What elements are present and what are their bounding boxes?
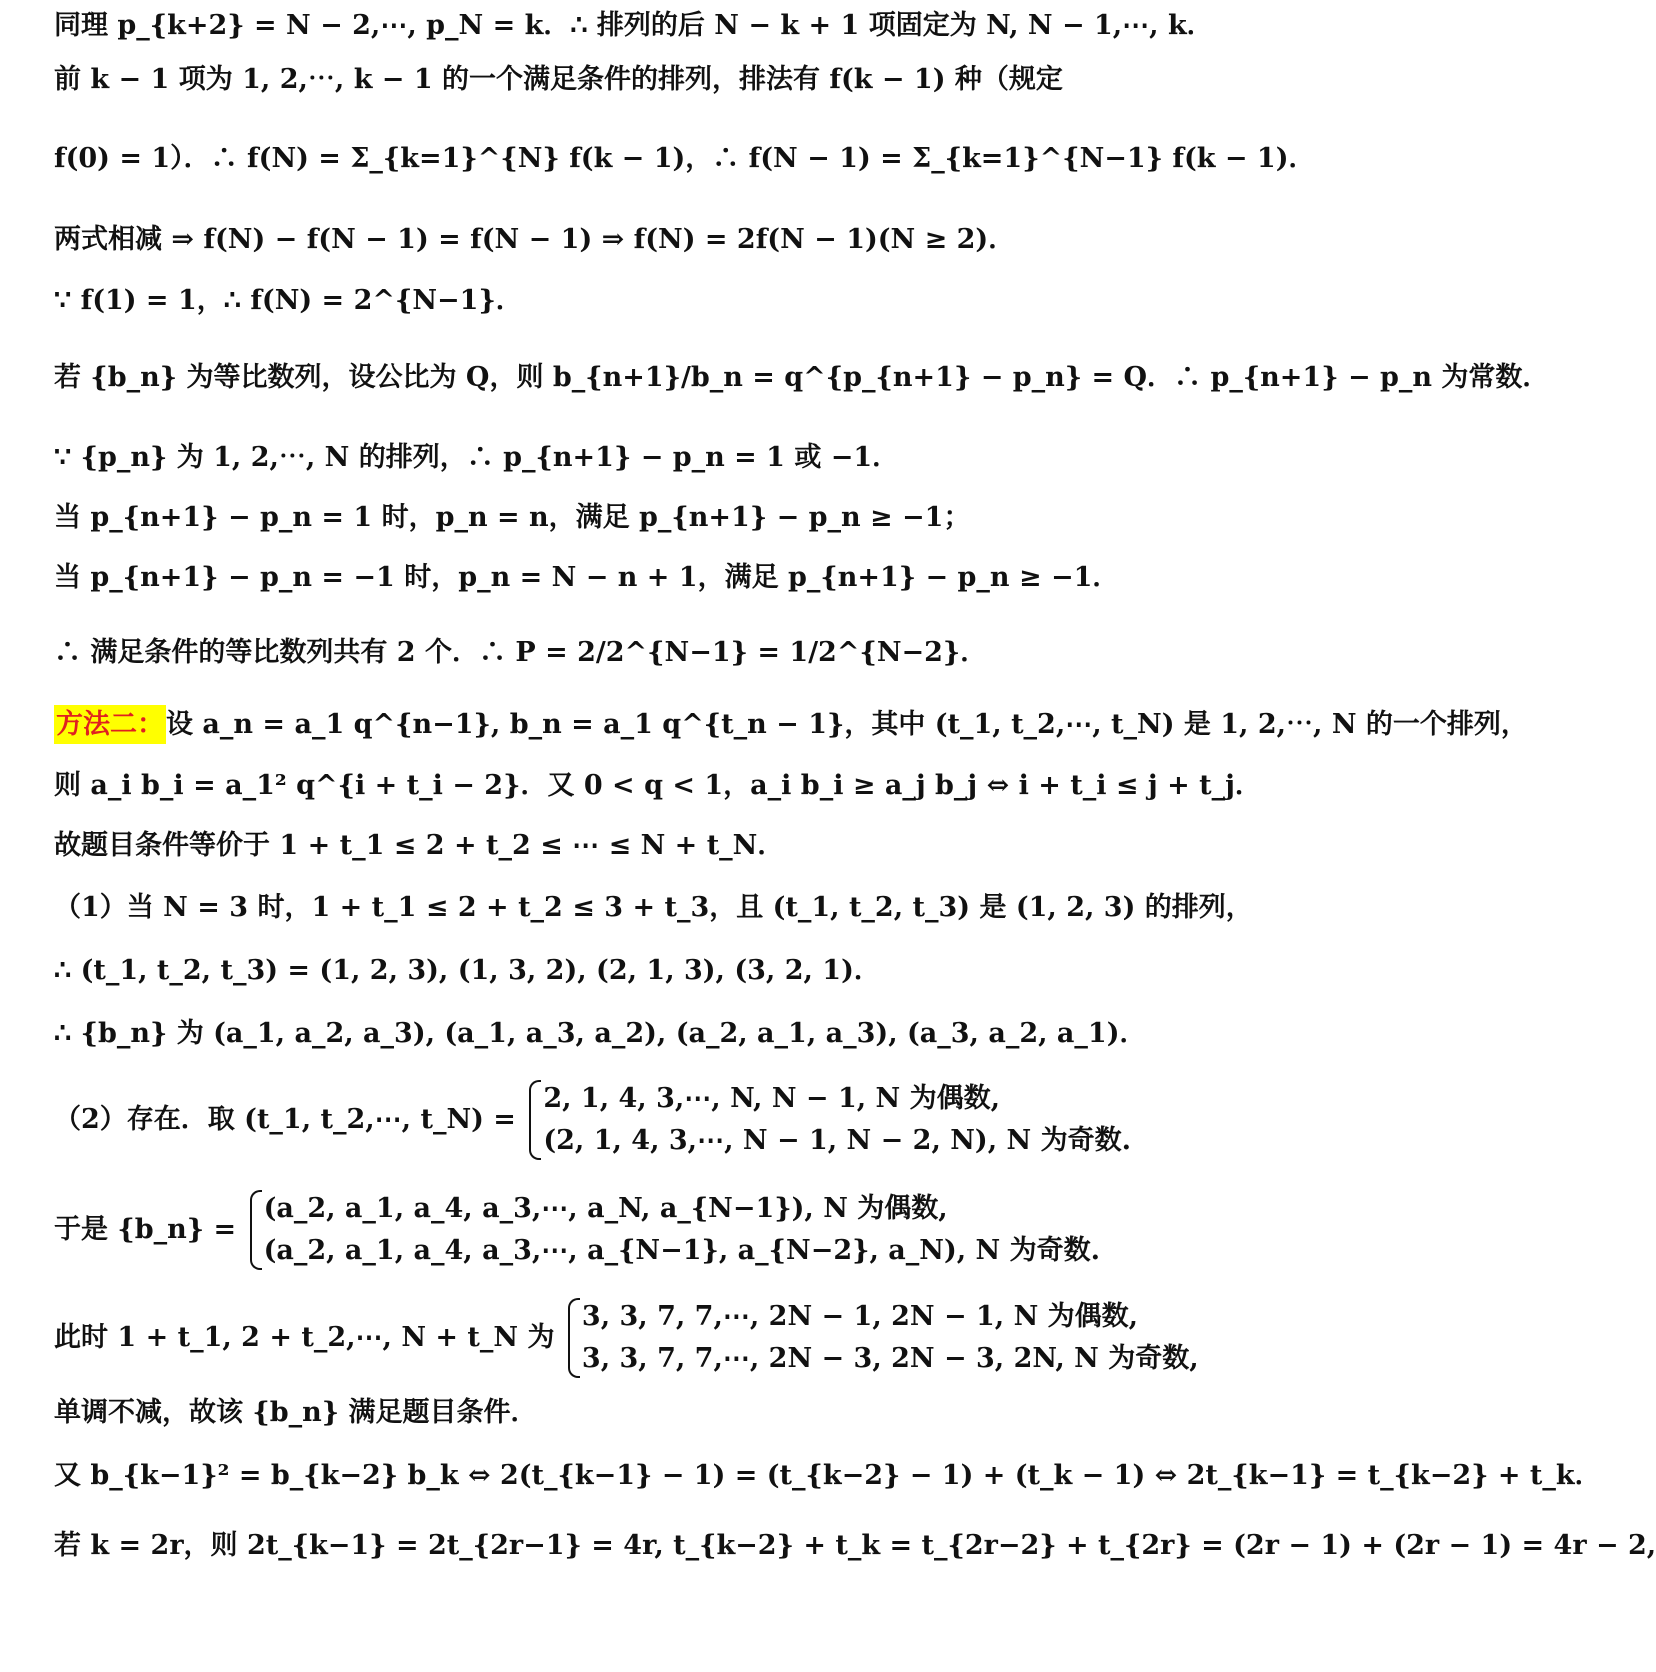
text-line: 前 k − 1 项为 1, 2,⋯, k − 1 的一个满足条件的排列，排法有 f(k − 1) 种（规定 [54,64,1063,95]
text-line: 故题目条件等价于 1 + t_1 ≤ 2 + t_2 ≤ ⋯ ≤ N + t_N． [54,830,785,861]
case-row: (a_2, a_1, a_4, a_3,⋯, a_N, a_{N−1}), N 为偶数, [263,1193,948,1224]
method-two-text: 设 a_n = a_1 q^{n−1}, b_n = a_1 q^{t_n − 1}，其中 (t_1, t_2,⋯, t_N) 是 1, 2,⋯, N 的一个排列， [166,709,1528,740]
case-row: (2, 1, 4, 3,⋯, N − 1, N − 2, N), N 为奇数. [543,1124,1131,1156]
text-line: 单调不减，故该 {b_n} 满足题目条件． [54,1397,538,1428]
piecewise-b [54,1188,1101,1272]
case-row: 2, 1, 4, 3,⋯, N, N − 1, N 为偶数, [543,1083,1001,1114]
case-row: (a_2, a_1, a_4, a_3,⋯, a_{N−1}, a_{N−2}, a_N), N 为奇数. [263,1234,1101,1266]
piecewise-sum [54,1296,1199,1380]
text-line: 同理 p_{k+2} = N − 2,⋯, p_N = k．∴ 排列的后 N − k + 1 项固定为 N, N − 1,⋯, k． [54,10,1214,41]
case-row: 3, 3, 7, 7,⋯, 2N − 1, 2N − 1, N 为偶数, [581,1301,1139,1332]
text-line: 当 p_{n+1} − p_n = 1 时，p_n = n，满足 p_{n+1} − p_n ≥ −1； [54,502,971,533]
text-line: ∵ {p_n} 为 1, 2,⋯, N 的排列，∴ p_{n+1} − p_n = 1 或 −1． [54,442,900,473]
text-line: ∵ f(1) = 1，∴ f(N) = 2^{N−1}． [54,285,523,316]
formula-line: f(0) = 1）．∴ f(N) = Σ_{k=1}^{N} f(k − 1)，∴ f(N − 1) = Σ_{k=1}^{N−1} f(k − 1)． [54,143,1316,174]
text-line: （1）当 N = 3 时，1 + t_1 ≤ 2 + t_2 ≤ 3 + t_3，且 (t_1, t_2, t_3) 是 (1, 2, 3) 的排列， [54,892,1253,923]
piecewise-prefix: 于是 {b_n} = [54,1214,237,1246]
text-line: ∴ {b_n} 为 (a_1, a_2, a_3), (a_1, a_3, a_2), (a_2, a_1, a_3), (a_3, a_2, a_1)． [54,1018,1147,1049]
text-line: ∴ 满足条件的等比数列共有 2 个．∴ P = 2/2^{N−1} = 1/2^{N−2}． [54,637,988,668]
piecewise-prefix: 此时 1 + t_1, 2 + t_2,⋯, N + t_N 为 [54,1322,555,1354]
piecewise-prefix: （2）存在．取 (t_1, t_2,⋯, t_N) = [54,1104,516,1136]
piecewise-cases [246,1188,1100,1272]
case-row: 3, 3, 7, 7,⋯, 2N − 3, 2N − 3, 2N, N 为奇数, [581,1342,1199,1374]
text-line: 当 p_{n+1} − p_n = −1 时，p_n = N − n + 1，满足 p_{n+1} − p_n ≥ −1． [54,562,1120,593]
text-line: 若 {b_n} 为等比数列，设公比为 Q，则 b_{n+1}/b_n = q^{p_{n+1} − p_n} = Q．∴ p_{n+1} − p_n 为常数． [54,362,1550,393]
method-two-line [54,709,1528,740]
text-line: 又 b_{k−1}² = b_{k−2} b_k ⇔ 2(t_{k−1} − 1) = (t_{k−2} − 1) + (t_k − 1) ⇔ 2t_{k−1} = t_{k−2} + t_k． [54,1460,1602,1491]
piecewise-cases [525,1078,1131,1162]
text-line: 两式相减 ⇒ f(N) − f(N − 1) = f(N − 1) ⇒ f(N) = 2f(N − 1)(N ≥ 2)． [54,224,1016,255]
text-line: ∴ (t_1, t_2, t_3) = (1, 2, 3), (1, 3, 2), (2, 1, 3), (3, 2, 1)． [54,955,881,986]
piecewise-t [54,1078,1131,1162]
piecewise-cases [564,1296,1199,1380]
method-two-label: 方法二： [54,705,166,744]
text-line: 则 a_i b_i = a_1² q^{i + t_i − 2}．又 0 < q < 1，a_i b_i ≥ a_j b_j ⇔ i + t_i ≤ j + t_j． [54,770,1262,801]
text-line: 若 k = 2r，则 2t_{k−1} = 2t_{2r−1} = 4r, t_{k−2} + t_k = t_{2r−2} + t_{2r} = (2r − 1) + (2r − 1) = 4r − 2, [54,1530,1656,1561]
